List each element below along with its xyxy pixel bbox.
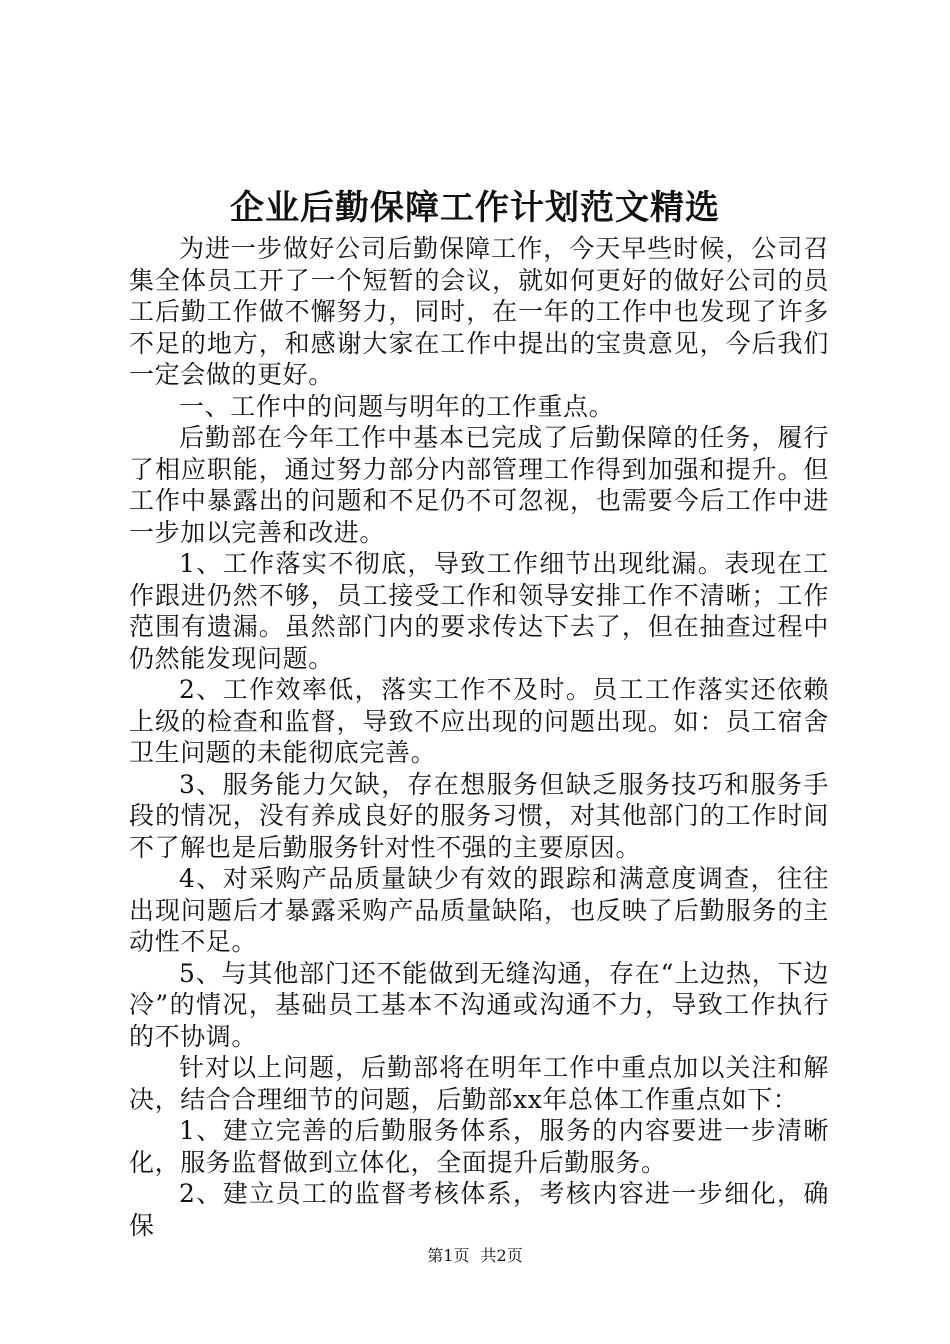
- paragraph-summary: 后勤部在今年工作中基本已完成了后勤保障的任务，履行了相应职能，通过努力部分内部管理工作得到加强和提升。但工作中暴露出的问题和不足仍不可忽视，也需要今后工作中进一步加以完善和改进。: [129, 423, 829, 547]
- page-title: 企业后勤保障工作计划范文精选: [230, 188, 720, 228]
- section-heading-problems: 一、工作中的问题与明年的工作重点。: [179, 391, 615, 421]
- paragraph-focus-intro: 针对以上问题，后勤部将在明年工作中重点加以关注和解决，结合合理细节的问题，后勤部xx年总体工作重点如下：: [129, 1053, 829, 1114]
- page-footer: [0, 1244, 950, 1268]
- paragraph-intro: 为进一步做好公司后勤保障工作，今天早些时候，公司召集全体员工开了一个短暂的会议，就如何更好的做好公司的员工后勤工作做不懈努力，同时，在一年的工作中也发现了许多不足的地方，和感谢大家在工作中提出的宝贵意见，今后我们一定会做的更好。: [129, 234, 829, 389]
- page-number-total: 共2页: [480, 1246, 523, 1265]
- document-body: [129, 233, 829, 1241]
- list-item-problem-2: 2、工作效率低，落实工作不及时。员工工作落实还依赖上级的检查和监督，导致不应出现的问题出现。如：员工宿舍卫生问题的未能彻底完善。: [129, 675, 829, 767]
- list-item-problem-4: 4、对采购产品质量缺少有效的跟踪和满意度调查，往往出现问题后才暴露采购产品质量缺陷，也反映了后勤服务的主动性不足。: [129, 864, 829, 956]
- list-item-problem-5: 5、与其他部门还不能做到无缝沟通，存在“上边热，下边冷”的情况，基础员工基本不沟通或沟通不力，导致工作执行的不协调。: [129, 958, 829, 1051]
- list-item-problem-3: 3、服务能力欠缺，存在想服务但缺乏服务技巧和服务手段的情况，没有养成良好的服务习惯，对其他部门的工作时间不了解也是后勤服务针对性不强的主要原因。: [129, 769, 829, 862]
- list-item-focus-2: 2、建立员工的监督考核体系，考核内容进一步细化，确保: [129, 1179, 829, 1240]
- page-number-current: 第1页: [427, 1246, 470, 1265]
- list-item-focus-1: 1、建立完善的后勤服务体系，服务的内容要进一步清晰化，服务监督做到立体化，全面提升后勤服务。: [129, 1116, 829, 1177]
- list-item-problem-1: 1、工作落实不彻底，导致工作细节出现纰漏。表现在工作跟进仍然不够，员工接受工作和领导安排工作不清晰；工作范围有遗漏。虽然部门内的要求传达下去了，但在抽查过程中仍然能发现问题。: [129, 549, 829, 673]
